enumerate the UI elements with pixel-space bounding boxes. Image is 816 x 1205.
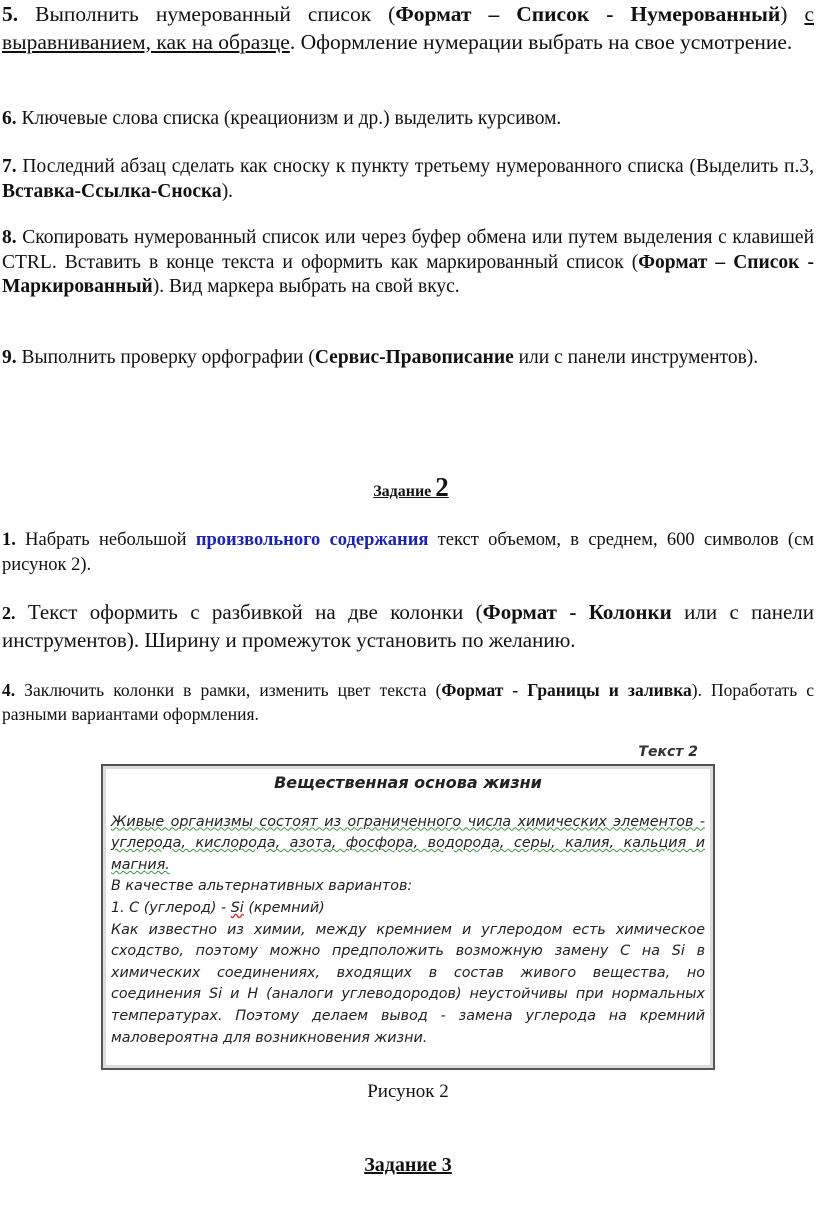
heading-label: Задание [373,483,436,500]
item-text: или с панели инструментов). [513,347,759,368]
list-item-7 [2,155,814,204]
underlined-text: с выравниванием, как на образце [2,2,814,54]
highlighted-text: произвольного содержания [195,530,429,550]
item-text: или с панели инструментов). Ширину и промежуток установить по желанию. [2,600,814,652]
item-number: 9. [2,347,17,368]
menu-path: Формат - Колонки [482,600,672,624]
figure-paragraph-4: Как известно из химии, между кремнием и углеродом есть химическое сходство, поэтому можно предположить возможную замену С на Si в химических соединениях, входящих в состав живого вещества, но соединения Si и Н (аналоги углеводородов) неустойчивы при нормальных температурах. Поэтому делаем вывод - замена углерода на кремний маловероятна для возникновения жизни. [111,921,705,1046]
item-text: ). Поработать с разными вариантами оформления. [2,680,815,724]
heading-number: 2 [435,472,449,502]
item-text: Выполнить нумерованный список ( [18,2,396,26]
item-text: ). [221,180,234,202]
item-number: 1. [2,530,16,550]
item-number: 7. [2,156,17,177]
figure-text: 1. С (углерод) - [111,899,231,916]
list-item-9 [2,346,814,371]
figure-paragraph-1: Живые организмы состоят из ограниченного числа химических элементов - углерода, кислорода, азота, фосфора, водорода, серы, калия, кальция и магния. [111,813,705,873]
item-text: Выполнить проверку орфографии ( [16,347,315,368]
item-text: ). Вид маркера выбрать на свой вкус. [152,276,460,297]
figure-label: Текст 2 [638,744,698,760]
item-text: Текст оформить с разбивкой на две колонки ( [15,600,483,624]
item-text: Ключевые слова списка (креационизм и др.) выделить курсивом. [16,108,562,129]
list-item-5 [2,1,814,56]
item-text: . Оформление нумерации выбрать на свое усмотрение. [289,29,793,54]
item-text: ) [780,2,805,26]
figure-paragraph-2: В качестве альтернативных вариантов: [111,878,413,895]
figure-2-image [101,764,715,1070]
figure-content [111,772,705,1062]
task-3-heading: Задание 3 [364,1154,452,1176]
item-number: 6. [2,108,17,129]
figure-text: (кремний) [243,899,325,916]
item-text: текст объемом, в среднем, 600 символов (см рисунок 2). [2,530,814,575]
item-text: Заключить колонки в рамки, изменить цвет текста ( [15,680,442,700]
figure-caption: Рисунок 2 [367,1081,449,1102]
item-number: 4. [2,680,16,700]
figure-title: Вещественная основа жизни [274,773,542,792]
item-number: 2. [2,603,16,623]
item-text: Последний абзац сделать как сноску к пункту третьему нумерованного списка (Выделить п.3, [16,156,814,177]
list-item-6 [2,107,814,131]
task2-item-4 [2,678,814,726]
item-text: Скопировать нумерованный список или через буфер обмена или путем выделения с клавишей CTRL. Вставить в конце текста и оформить как маркированный список ( [2,227,814,273]
menu-path: Формат – Список - Нумерованный [395,2,781,26]
task-2-heading [3,472,816,503]
list-item-8 [2,226,814,300]
item-text: Набрать небольшой [15,530,196,550]
task2-item-2 [2,599,814,654]
figure-text: Si [230,899,244,916]
item-number: 8. [2,227,17,248]
menu-path: Сервис-Правописание [314,347,514,368]
task2-item-1 [2,528,814,577]
menu-path: Формат - Границы и заливка [441,680,692,700]
menu-path: Формат – Список - Маркированный [2,251,814,297]
item-number: 5. [2,2,19,26]
menu-path: Вставка-Ссылка-Сноска [2,180,222,202]
figure-paragraph-3 [111,898,705,920]
